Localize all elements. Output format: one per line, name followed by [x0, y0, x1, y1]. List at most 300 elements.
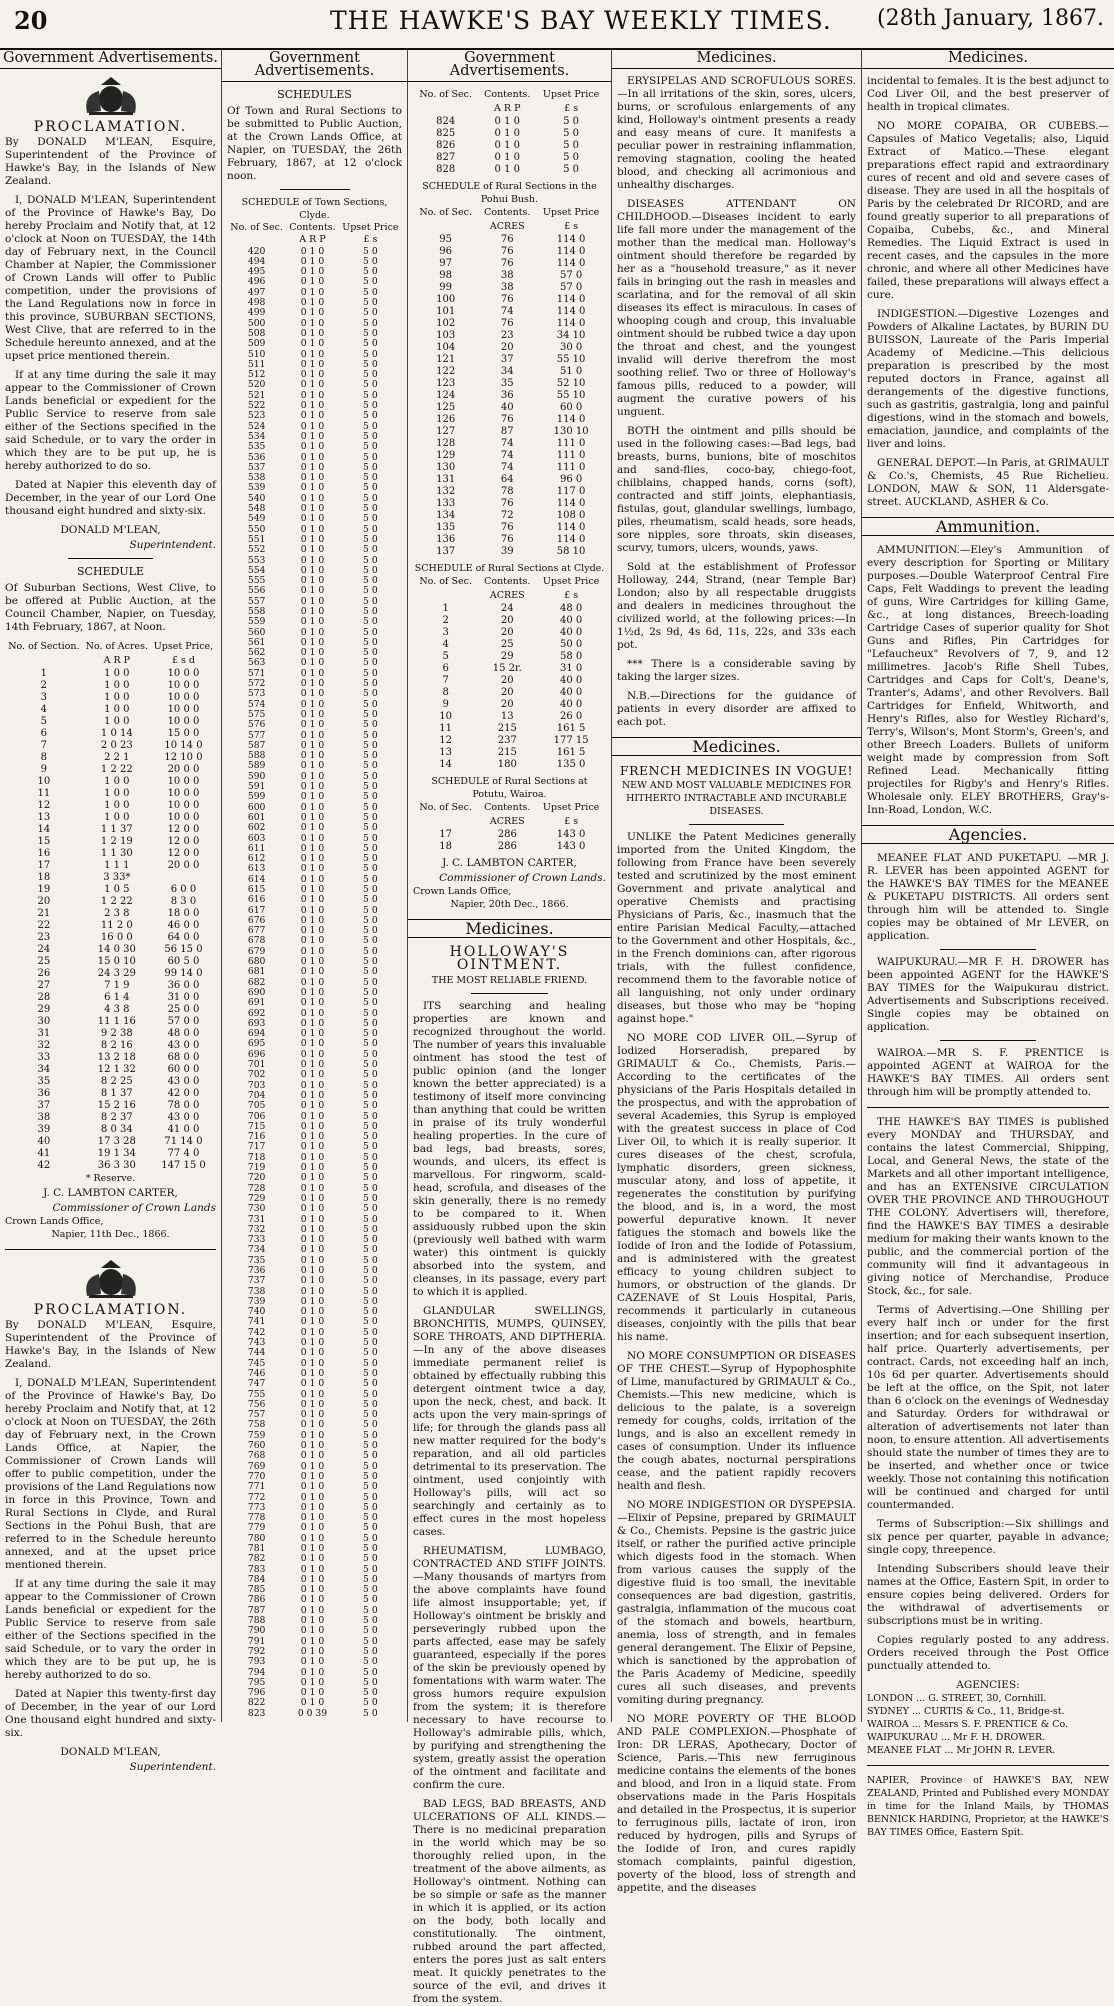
table-row: [5, 1136, 216, 1148]
table-cell: 133: [436, 498, 456, 509]
table-subheader: A R P: [299, 234, 326, 246]
table-cell: 9: [40, 764, 48, 775]
table-cell: 114 0: [556, 234, 586, 245]
table-row: [413, 711, 606, 723]
table-cell: 5 0: [363, 708, 378, 720]
table-cell: 0 1 0: [300, 1337, 325, 1349]
table-row: [413, 450, 606, 462]
table-cell: 757: [247, 1409, 266, 1421]
table-cell: 5 0: [363, 956, 378, 968]
table-cell: 0 1 0: [300, 657, 325, 669]
table-cell: 0 1 0: [300, 327, 325, 339]
table-subheader: £ s: [564, 816, 579, 827]
table-cell: 0 1 0: [300, 873, 325, 885]
list-item: MEANEE FLAT ... Mr JOHN R. LEVER.: [867, 1745, 1056, 1756]
table-cell: 2 0 23: [100, 740, 133, 751]
table-row: [5, 956, 216, 968]
table-cell: 759: [247, 1429, 266, 1441]
table-cell: 30 0: [559, 342, 583, 353]
table-cell: 0 1 0: [300, 1182, 325, 1194]
table-cell: 5 0: [363, 1656, 378, 1668]
table-cell: 11 2 0: [100, 920, 133, 931]
table-row: [5, 1088, 216, 1100]
table-cell: 550: [247, 523, 266, 535]
table-cell: 0 1 0: [300, 863, 325, 875]
table-cell: 678: [247, 935, 266, 947]
table-cell: 13: [439, 747, 453, 758]
table-header: No. of Sec.: [419, 207, 472, 218]
table-cell: 0 1 0: [300, 1347, 325, 1359]
table-cell: 5 0: [363, 1460, 378, 1472]
table-cell: 5 0: [363, 575, 378, 587]
table-cell: 5 0: [363, 585, 378, 597]
table-cell: 5 0: [363, 1007, 378, 1019]
table-cell: 55 10: [556, 390, 586, 401]
table-cell: 5 0: [363, 791, 378, 803]
table-cell: 540: [247, 492, 266, 504]
table-row: [227, 1101, 402, 1111]
table-cell: 0 1 0: [300, 1532, 325, 1544]
table-cell: 8: [40, 752, 48, 763]
table-cell: 78 0 0: [167, 1100, 200, 1111]
table-cell: 728: [247, 1182, 266, 1194]
table-cell: 48 0 0: [167, 1028, 200, 1039]
advert-paragraph: DISEASES ATTENDANT ON CHILDHOOD.—Diseases incident to early life fall more under the management of the mother than the medical man. Holloway's ointment should therefore be regarded by her as a "household treasure," as it never fails in bringing out the rash in measles and scarlatina, and for the removal of all skin diseases its effect is miraculous. In cases of whooping cough and croup, this invaluable ointment should be rubbed twice a day upon the throat and chest, and the youngest invalid will derive therefrom the most soothing relief. Two or three of Holloway's famous pills, reduced to a powder, will augment the curative powers of his unguent.: [617, 198, 856, 418]
table-row: [413, 152, 606, 164]
table-cell: 5 0: [363, 1110, 378, 1122]
table-row: [5, 704, 216, 716]
divider: [689, 824, 785, 825]
table-cell: 5 0: [363, 688, 378, 700]
table-cell: 5 0: [363, 1172, 378, 1184]
table-cell: 13 2 18: [97, 1052, 136, 1063]
table-cell: 681: [247, 966, 266, 978]
table-cell: 0 1 0: [300, 729, 325, 741]
table-cell: [151, 872, 216, 884]
proclamation-dated: Dated at Napier this twenty-first day of December, in the year of our Lord One thousand eight hundred and sixty-six.: [5, 1688, 216, 1739]
divider: [68, 558, 152, 559]
section-heading: Ammunition.: [862, 517, 1114, 536]
table-cell: 5 0: [363, 1543, 378, 1554]
table-cell: 574: [247, 698, 266, 710]
table-cell: 56 15 0: [164, 944, 203, 955]
table-cell: 737: [247, 1275, 266, 1287]
table-cell: 0 1 0: [300, 1069, 325, 1081]
table-cell: 577: [247, 729, 266, 741]
table-cell: 0 1 0: [300, 379, 325, 391]
table-cell: 0 1 0: [300, 667, 325, 679]
table-cell: 97: [439, 258, 453, 269]
table-cell: 5 0: [363, 369, 378, 381]
table-cell: 743: [247, 1337, 266, 1349]
table-cell: 13: [37, 812, 51, 823]
table-cell: 15 2 16: [97, 1100, 136, 1111]
table-cell: 5 0: [363, 1429, 378, 1441]
table-header: No. of Sec.: [419, 802, 472, 813]
column-heading: Government Advertisements.: [0, 50, 221, 69]
table-cell: 5 0: [563, 140, 580, 151]
table-cell: 0 1 0: [300, 1306, 325, 1318]
table-row: [5, 908, 216, 920]
table-cell: 26 0: [559, 711, 583, 722]
table-row: [413, 829, 606, 841]
table-cell: 744: [247, 1347, 266, 1359]
table-cell: 24 3 29: [97, 968, 136, 979]
table-cell: 0 1 0: [300, 554, 325, 566]
table-cell: 76: [500, 234, 514, 245]
table-cell: 679: [247, 945, 266, 957]
table-cell: 5 0: [363, 1553, 378, 1565]
table-cell: 0 1 0: [300, 1398, 325, 1410]
table-cell: 5 0: [363, 935, 378, 947]
table-row: [413, 498, 606, 510]
agencies-list: [867, 1692, 1109, 1757]
table-row: [413, 402, 606, 414]
table-cell: 494: [247, 255, 266, 267]
table-cell: 0 1 0: [300, 1367, 325, 1379]
table-row: [413, 116, 606, 128]
table-cell: 0 1 0: [300, 1645, 325, 1657]
table-cell: 0 1 0: [300, 1038, 325, 1050]
table-cell: 76: [500, 522, 514, 533]
table-cell: 5 0: [363, 1419, 378, 1431]
table-row: [413, 354, 606, 366]
table-cell: 40: [500, 402, 514, 413]
table-cell: 5 0: [363, 1182, 378, 1194]
table-row: [413, 675, 606, 687]
table-cell: 599: [247, 791, 266, 803]
table-cell: 0 1 0: [300, 719, 325, 731]
table-cell: 0 1 0: [300, 605, 325, 617]
table-cell: 5 0: [363, 1326, 378, 1338]
divider: [471, 993, 548, 994]
table-cell: 5 0: [363, 945, 378, 957]
table-cell: 36: [500, 390, 514, 401]
office-date: Napier, 20th Dec., 1866.: [450, 899, 569, 910]
table-cell: 5 0: [563, 152, 580, 163]
table-row: [413, 164, 606, 176]
table-cell: 34 10: [556, 330, 586, 341]
table-cell: 27: [37, 980, 51, 991]
table-cell: 5 0: [363, 822, 378, 834]
office-name: Crown Lands Office,: [413, 886, 512, 897]
advert-paragraph: BAD LEGS, BAD BREASTS, AND ULCERATIONS OF ALL KINDS.—There is no medicinal preparation in the world which may be so thoroughly relied upon, in the treatment of the above ailments, as Holloway's ointment. Nothing can be so simple or safe as the manner in which it is applied, or its action on the body, both locally and constitutionally. The ointment, rubbed around the part affected, enters the pores just as salt enters meat. It quickly penetrates to the source of the evil, and drives it from the system.: [413, 1798, 606, 2005]
table-cell: 5 0: [363, 997, 378, 1009]
table-cell: 0 1 0: [300, 1584, 325, 1596]
table-row: [227, 1709, 402, 1719]
column-heading: Medicines.: [612, 50, 861, 69]
table-cell: 0 1 0: [300, 523, 325, 535]
table-cell: 741: [247, 1316, 266, 1328]
table-cell: 5 0: [363, 1151, 378, 1163]
table-cell: 824: [436, 116, 456, 127]
table-cell: 717: [247, 1141, 266, 1153]
table-cell: 16 0 0: [100, 932, 133, 943]
table-cell: 13: [500, 711, 514, 722]
table-cell: 143 0: [556, 829, 586, 840]
table-cell: 760: [247, 1440, 266, 1452]
table-cell: 5 0: [363, 636, 378, 648]
advert-paragraph: RHEUMATISM, LUMBAGO, CONTRACTED AND STIFF JOINTS.—Many thousands of martyrs from the above complaints have found life almost insupportable; yet, if Holloway's ointment be briskly and perseveringly rubbed upon the parts affected, ease may be safely guaranteed, especially if the pores of the skin be previously opened by fomentations with warm water. The gross humors require expulsion from the system; it is therefore necessary to have recourse to Holloway's admirable pills, which, by purifying and strengthening the system, greatly assist the operation of the ointment and facilitate and confirm the cure.: [413, 1545, 606, 1791]
table-cell: 0 1 0: [300, 595, 325, 607]
table-cell: 125: [436, 402, 456, 413]
table-cell: 0 1 0: [300, 966, 325, 978]
table-cell: 48 0: [559, 603, 583, 614]
table-cell: 58 10: [556, 546, 586, 557]
table-header: Upset Price: [342, 222, 399, 233]
table-header: Upset Price: [542, 207, 600, 218]
table-cell: 5 0: [363, 1707, 378, 1719]
table-cell: 0 1 0: [300, 1048, 325, 1060]
table-cell: 40: [37, 1136, 51, 1147]
table-cell: 5 0: [363, 1162, 378, 1174]
table-cell: 781: [247, 1543, 266, 1554]
table-cell: 34: [500, 366, 514, 377]
table-cell: 0 1 0: [300, 451, 325, 463]
table-cell: 0 1 0: [300, 338, 325, 350]
table-cell: 0 1 0: [300, 1100, 325, 1112]
table-subheader: ACRES: [489, 590, 525, 601]
table-cell: 40 0: [559, 675, 583, 686]
table-cell: 736: [247, 1264, 266, 1276]
table-row: [413, 234, 606, 246]
table-cell: 102: [436, 318, 456, 329]
table-cell: 715: [247, 1120, 266, 1132]
table-cell: 0 1 0: [300, 441, 325, 453]
table-cell: 123: [436, 378, 456, 389]
proclamation-dated: Dated at Napier this eleventh day of December, in the year of our Lord One thousand eight hundred and sixty-six.: [5, 479, 216, 517]
table-cell: 738: [247, 1285, 266, 1297]
table-header: Contents.: [484, 89, 531, 100]
column-1: [0, 50, 222, 1773]
table-cell: 0 1 0: [300, 1419, 325, 1431]
table-cell: 5 0: [363, 1440, 378, 1452]
table-row: [5, 728, 216, 740]
table-cell: 768: [247, 1450, 266, 1462]
table-cell: 703: [247, 1079, 266, 1091]
table-cell: 5 0: [363, 441, 378, 453]
table-row: [5, 836, 216, 848]
table-cell: 14 0 30: [97, 944, 136, 955]
publication-notice: Copies regularly posted to any address. Orders received through the Post Office punctually attended to.: [867, 1634, 1109, 1672]
table-cell: 1 0 0: [104, 716, 130, 727]
table-cell: 587: [247, 739, 266, 751]
table-cell: 114 0: [556, 414, 586, 425]
table-cell: 511: [247, 358, 266, 370]
table-cell: 17 3 28: [97, 1136, 136, 1147]
table-cell: 114 0: [556, 498, 586, 509]
table-row: [5, 740, 216, 752]
table-cell: 791: [247, 1635, 266, 1647]
table-cell: 5 0: [363, 647, 378, 659]
signature-title: Commissioner of Crown Lands: [52, 1202, 216, 1214]
table-cell: 20 0 0: [167, 764, 200, 775]
table-cell: 0 1 0: [300, 1481, 325, 1493]
table-cell: 0 1 0: [494, 140, 520, 151]
table-subheader: £ s: [564, 590, 579, 601]
table-cell: 510: [247, 348, 266, 360]
table-row: [413, 510, 606, 522]
table-cell: 10 0 0: [167, 680, 200, 691]
table-row: [5, 1040, 216, 1052]
table-cell: 7: [40, 740, 48, 751]
table-cell: 782: [247, 1553, 266, 1565]
table-cell: 5 0: [363, 544, 378, 556]
table-cell: 779: [247, 1522, 266, 1534]
table-cell: 7 1 9: [104, 980, 130, 991]
table-cell: 788: [247, 1615, 266, 1627]
table-cell: 553: [247, 554, 266, 566]
advert-paragraph: NO MORE INDIGESTION OR DYSPEPSIA.—Elixir of Pepsine, prepared by GRIMAULT & Co., Chemists. Pepsine is the gastric juice itself, or rather the purified active principle which digests food in the stomach. When from various causes the supply of the digestive fluid is too small, the inevitable consequences are bad digestion, gastritis, gastralgia, inflammation of the mucous coat of the stomach and bowels, heartburn, anemia, loss of strength, and in females general derangement. The Elixir of Pepsine, which is sanctioned by the approbation of the Paris Academy of Medicine, speedily cures all such diseases, and prevents vomiting during pregnancy.: [617, 1499, 856, 1706]
proclamation-by: By DONALD M'LEAN, Esquire, Superintendent of the Province of Hawke's Bay, in the Islands of New Zealand.: [5, 136, 216, 187]
table-cell: 23: [500, 330, 514, 341]
table-cell: 15 2r.: [492, 663, 522, 674]
table-cell: 1 1 1: [104, 860, 130, 871]
column-3: [408, 50, 612, 2005]
divider: [280, 189, 350, 190]
table-cell: 5 0: [363, 1275, 378, 1287]
table-cell: 5 0: [363, 925, 378, 937]
table-cell: 756: [247, 1398, 266, 1410]
table-cell: 5 0: [363, 1028, 378, 1040]
table-cell: 5 0: [363, 1316, 378, 1328]
column-heading: Medicines.: [862, 50, 1114, 69]
table-cell: 19: [37, 884, 51, 895]
table-row: [5, 800, 216, 812]
table-cell: 784: [247, 1573, 266, 1585]
table-row: [5, 1052, 216, 1064]
table-cell: 0 1 0: [300, 1275, 325, 1287]
table-row: [413, 426, 606, 438]
table-cell: 692: [247, 1007, 266, 1019]
table-cell: 3 33*: [103, 872, 131, 883]
table-cell: 10 0 0: [167, 716, 200, 727]
table-row: [5, 1076, 216, 1088]
table-cell: 161 5: [556, 723, 586, 734]
table-row: [227, 442, 402, 452]
table-row: [413, 342, 606, 354]
table-cell: 215: [497, 747, 517, 758]
table-cell: 177 15: [553, 735, 589, 746]
table-row: [5, 692, 216, 704]
table-cell: 5 0: [363, 1501, 378, 1513]
table-cell: 2: [442, 615, 449, 626]
table-cell: 0 1 0: [300, 1501, 325, 1513]
table-row: [413, 438, 606, 450]
advert-paragraph: incidental to females. It is the best adjunct to Cod Liver Oil, and the best preserver of health in tropical climates.: [867, 75, 1110, 113]
table-cell: 41: [37, 1148, 51, 1159]
table-cell: 58 0: [559, 651, 583, 662]
potutu-sections-table: [413, 801, 606, 853]
table-cell: 615: [247, 884, 266, 895]
table-cell: 562: [247, 647, 266, 659]
table-cell: 100: [436, 294, 456, 305]
table-subheader: £ s: [363, 234, 378, 246]
advert-paragraph: Sold at the establishment of Professor Holloway, 244, Strand, (near Temple Bar) London; also by all respectable druggists and dealers in medicines throughout the civilized world, at the following prices:—In 1½d, 2s 9d, 4s 6d, 11s, 22s, and 33s each pot.: [617, 561, 856, 651]
table-cell: 31 0: [559, 663, 583, 674]
table-cell: 5 0: [363, 297, 378, 309]
table-cell: 558: [247, 605, 266, 617]
table-cell: 18: [439, 841, 453, 852]
table-cell: 827: [436, 152, 456, 163]
table-cell: 12 0 0: [167, 848, 200, 859]
table-cell: 114 0: [556, 246, 586, 257]
divider: [940, 949, 1037, 950]
table-row: [413, 294, 606, 306]
table-cell: 40 0: [559, 627, 583, 638]
table-cell: 68 0 0: [167, 1052, 200, 1063]
table-row: [413, 140, 606, 152]
table-cell: 5 0: [363, 739, 378, 751]
table-cell: 0 0 39: [297, 1707, 328, 1719]
table-cell: 0 1 0: [300, 575, 325, 587]
table-cell: 0 1 0: [300, 544, 325, 556]
table-row: [5, 980, 216, 992]
table-cell: 78: [500, 486, 514, 497]
table-cell: 0 1 0: [300, 1089, 325, 1101]
table-cell: 10 0 0: [167, 692, 200, 703]
table-cell: 43 0 0: [167, 1040, 200, 1051]
town-sections-table: [227, 222, 402, 1719]
table-cell: 523: [247, 410, 266, 422]
table-row: [5, 1112, 216, 1124]
table-cell: 0 1 0: [300, 1285, 325, 1297]
table-cell: 0 1 0: [300, 358, 325, 370]
table-cell: 718: [247, 1151, 266, 1163]
signature: J. C. LAMBTON CARTER,: [43, 1187, 178, 1199]
table-row: [5, 716, 216, 728]
table-cell: 5 0: [363, 1584, 378, 1596]
table-cell: 0 1 0: [300, 636, 325, 648]
table-cell: 0 1 0: [300, 770, 325, 782]
schedule-title: SCHEDULE: [77, 565, 144, 578]
table-cell: 534: [247, 430, 266, 442]
advert-title: FRENCH MEDICINES IN VOGUE!: [619, 763, 854, 778]
table-cell: 0 1 0: [300, 1460, 325, 1472]
table-cell: 8 2 37: [100, 1112, 133, 1123]
table-cell: 1 0 0: [104, 812, 130, 823]
table-cell: 0 1 0: [300, 1409, 325, 1421]
table-cell: 0 1 0: [300, 492, 325, 504]
table-cell: 826: [436, 140, 456, 151]
table-cell: 0 1 0: [300, 1378, 325, 1390]
table-cell: 1 2 22: [100, 896, 133, 907]
table-cell: 35: [500, 378, 514, 389]
table-cell: 535: [247, 441, 266, 453]
table-cell: 60 0 0: [167, 1064, 200, 1075]
table-cell: 5 0: [363, 863, 378, 875]
divider: [867, 1107, 1109, 1108]
table-cell: 14: [37, 824, 51, 835]
table-cell: 0 1 0: [300, 914, 325, 926]
section-heading: Medicines.: [612, 737, 861, 756]
table-row: [5, 1004, 216, 1016]
table-cell: 5 0: [363, 1409, 378, 1421]
table-cell: 5 0: [363, 1615, 378, 1627]
table-header: Upset Price,: [153, 641, 214, 652]
table-cell: 19 1 34: [97, 1148, 136, 1159]
table-cell: 499: [247, 307, 266, 319]
table-row: [227, 1204, 402, 1214]
table-cell: 40 0: [559, 615, 583, 626]
table-row: [5, 752, 216, 764]
table-row: [5, 932, 216, 944]
table-row: [413, 390, 606, 402]
table-cell: 30: [37, 1016, 51, 1027]
advert-paragraph: N.B.—Directions for the guidance of patients in every disorder are affixed to each pot.: [617, 690, 856, 728]
town-sections-table-continued: [413, 88, 606, 176]
table-cell: 5 0: [363, 832, 378, 844]
